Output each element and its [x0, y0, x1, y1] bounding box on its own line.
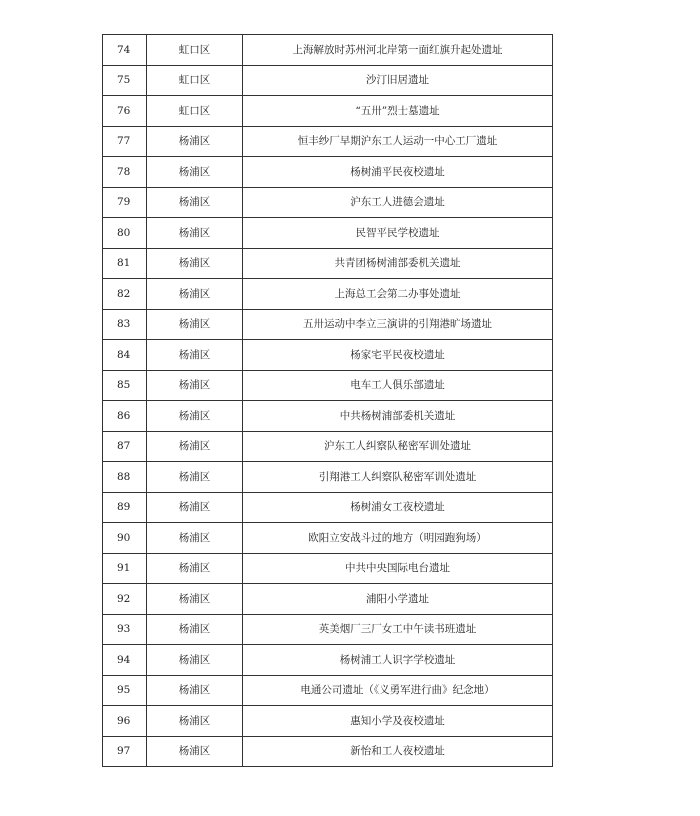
site-name-cell: 上海总工会第二办事处遗址 [243, 279, 553, 310]
table-row [103, 126, 553, 157]
heritage-sites-table [102, 34, 553, 767]
table-row [103, 706, 553, 737]
row-number-cell: 95 [103, 675, 147, 706]
site-name-cell: 中共中央国际电台遗址 [243, 553, 553, 584]
district-cell: 杨浦区 [147, 126, 243, 157]
district-cell: 杨浦区 [147, 279, 243, 310]
district-cell: 杨浦区 [147, 248, 243, 279]
row-number-cell: 81 [103, 248, 147, 279]
district-cell: 杨浦区 [147, 309, 243, 340]
row-number-cell: 92 [103, 584, 147, 615]
row-number-cell: 85 [103, 370, 147, 401]
site-name-cell: 恒丰纱厂早期沪东工人运动一中心工厂遗址 [243, 126, 553, 157]
row-number-cell: 97 [103, 736, 147, 767]
row-number-cell: 87 [103, 431, 147, 462]
table-row [103, 309, 553, 340]
row-number-cell: 89 [103, 492, 147, 523]
table-row [103, 279, 553, 310]
district-cell: 虹口区 [147, 96, 243, 127]
table-row [103, 187, 553, 218]
table-row [103, 340, 553, 371]
row-number-cell: 76 [103, 96, 147, 127]
site-name-cell: 英美烟厂三厂女工中午读书班遗址 [243, 614, 553, 645]
site-name-cell: 中共杨树浦部委机关遗址 [243, 401, 553, 432]
row-number-cell: 91 [103, 553, 147, 584]
table-row [103, 553, 553, 584]
site-name-cell: 电车工人俱乐部遗址 [243, 370, 553, 401]
site-name-cell: 五卅运动中李立三演讲的引翔港旷场遗址 [243, 309, 553, 340]
site-name-cell: 杨家宅平民夜校遗址 [243, 340, 553, 371]
table-row [103, 645, 553, 676]
site-name-cell: 共青团杨树浦部委机关遗址 [243, 248, 553, 279]
table-row [103, 584, 553, 615]
district-cell: 虹口区 [147, 65, 243, 96]
table-row [103, 675, 553, 706]
site-name-cell: 电通公司遗址（《义勇军进行曲》纪念地） [243, 675, 553, 706]
site-name-cell: 上海解放时苏州河北岸第一面红旗升起处遗址 [243, 35, 553, 66]
district-cell: 杨浦区 [147, 645, 243, 676]
district-cell: 杨浦区 [147, 370, 243, 401]
district-cell: 杨浦区 [147, 340, 243, 371]
table-row [103, 523, 553, 554]
district-cell: 杨浦区 [147, 675, 243, 706]
district-cell: 杨浦区 [147, 706, 243, 737]
table-row [103, 35, 553, 66]
row-number-cell: 74 [103, 35, 147, 66]
district-cell: 杨浦区 [147, 584, 243, 615]
site-name-cell: 引翔港工人纠察队秘密军训处遗址 [243, 462, 553, 493]
district-cell: 杨浦区 [147, 431, 243, 462]
row-number-cell: 86 [103, 401, 147, 432]
district-cell: 虹口区 [147, 35, 243, 66]
row-number-cell: 94 [103, 645, 147, 676]
district-cell: 杨浦区 [147, 492, 243, 523]
row-number-cell: 82 [103, 279, 147, 310]
site-name-cell: 沪东工人进德会遗址 [243, 187, 553, 218]
site-name-cell: 杨树浦女工夜校遗址 [243, 492, 553, 523]
site-name-cell: 惠知小学及夜校遗址 [243, 706, 553, 737]
table-row [103, 65, 553, 96]
row-number-cell: 96 [103, 706, 147, 737]
table-row [103, 248, 553, 279]
table-body [103, 35, 553, 767]
row-number-cell: 80 [103, 218, 147, 249]
row-number-cell: 93 [103, 614, 147, 645]
district-cell: 杨浦区 [147, 614, 243, 645]
row-number-cell: 83 [103, 309, 147, 340]
district-cell: 杨浦区 [147, 736, 243, 767]
table-row [103, 614, 553, 645]
site-name-cell: 沪东工人纠察队秘密军训处遗址 [243, 431, 553, 462]
site-name-cell: 民智平民学校遗址 [243, 218, 553, 249]
row-number-cell: 75 [103, 65, 147, 96]
site-name-cell: 杨树浦平民夜校遗址 [243, 157, 553, 188]
row-number-cell: 90 [103, 523, 147, 554]
district-cell: 杨浦区 [147, 553, 243, 584]
site-name-cell: 新怡和工人夜校遗址 [243, 736, 553, 767]
site-name-cell: 欧阳立安战斗过的地方（明园跑狗场） [243, 523, 553, 554]
site-name-cell: 沙汀旧居遗址 [243, 65, 553, 96]
site-name-cell: 浦阳小学遗址 [243, 584, 553, 615]
table-row [103, 157, 553, 188]
table-row [103, 492, 553, 523]
table-row [103, 431, 553, 462]
table-row [103, 370, 553, 401]
table-row [103, 462, 553, 493]
table-row [103, 96, 553, 127]
row-number-cell: 84 [103, 340, 147, 371]
district-cell: 杨浦区 [147, 187, 243, 218]
district-cell: 杨浦区 [147, 157, 243, 188]
site-name-cell: 杨树浦工人识字学校遗址 [243, 645, 553, 676]
row-number-cell: 77 [103, 126, 147, 157]
table-row [103, 401, 553, 432]
table-row [103, 218, 553, 249]
table-row [103, 736, 553, 767]
site-name-cell: “五卅”烈士墓遗址 [243, 96, 553, 127]
row-number-cell: 79 [103, 187, 147, 218]
district-cell: 杨浦区 [147, 401, 243, 432]
district-cell: 杨浦区 [147, 523, 243, 554]
district-cell: 杨浦区 [147, 462, 243, 493]
row-number-cell: 78 [103, 157, 147, 188]
district-cell: 杨浦区 [147, 218, 243, 249]
row-number-cell: 88 [103, 462, 147, 493]
